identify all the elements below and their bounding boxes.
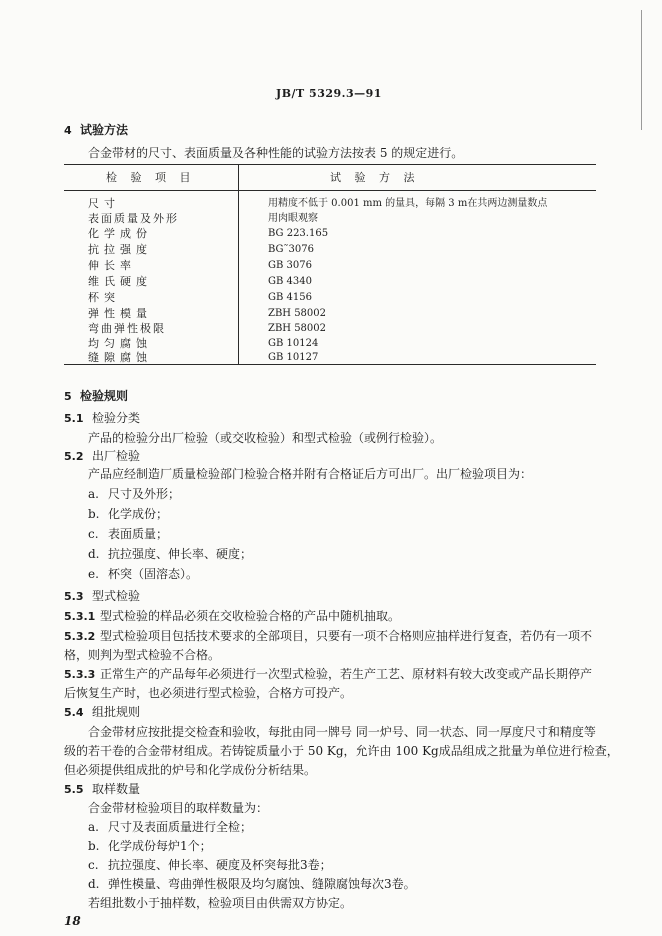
table-row-method: 用精度不低于 0.001 mm 的量具，每隔 3 m在共两边测量数点 [268,198,548,209]
table-column-divider [238,164,239,364]
table-row-item: 尺寸 [88,197,120,210]
clause-5-2-number: 5.2 [64,450,84,463]
list-item-label: b. [88,507,100,521]
table-row-item: 抗拉强度 [88,243,152,256]
clause-5-4-number: 5.4 [64,706,84,719]
clause-5-3-3-number: 5.3.3 [64,668,96,681]
table-row-method: ZBH 58002 [268,323,327,334]
clause-5-5-closing: 若组批数小于抽样数，检验项目由供需双方协定。 [88,896,353,910]
clause-5-3-2-text-line2: 格，则判为型式检验不合格。 [64,648,221,662]
page-number: 18 [64,914,81,928]
table-header-method: 试 验 方 法 [330,171,420,184]
table-row-item: 均匀腐蚀 [88,337,152,350]
clause-5-5-number: 5.5 [64,783,84,796]
clause-5-3-title: 型式检验 [92,589,141,603]
clause-5-2-text: 产品应经制造厂质量检验部门检验合格并附有合格证后方可出厂。出厂检验项目为： [88,467,533,481]
table-top-rule [64,164,596,165]
table-row-method: GB 10127 [268,352,319,363]
table-row-item: 化学成份 [88,227,152,240]
clause-5-3-3-text-line1: 正常生产的产品每年必须进行一次型式检验，若生产工艺、原材料有较大改变或产品长期停产 [100,667,593,681]
table-row-method: BG 223.165 [268,228,329,239]
list-item-text: 杯突（固溶态）。 [108,567,199,581]
table-row-item: 表面质量及外形 [88,212,179,225]
section-4-intro: 合金带材的尺寸、表面质量及各种性能的试验方法按表 5 的规定进行。 [88,146,464,160]
list-item-label: d. [88,877,100,891]
list-item-text: 抗拉强度、伸长率、硬度及杯突每批3卷； [108,858,332,872]
list-item-text: 尺寸及表面质量进行全检； [108,820,253,834]
table-row-method: GB 3076 [268,260,312,271]
table-row-method: GB 4340 [268,276,312,287]
list-item-label: c. [88,527,99,541]
list-item-text: 抗拉强度、伸长率、硬度； [108,547,253,561]
list-item-label: e. [88,567,99,581]
table-row-method: BG˜3076 [268,244,314,255]
list-item-text: 尺寸及外形； [108,487,181,501]
clause-5-5-intro: 合金带材检验项目的取样数量为： [88,801,269,815]
clause-5-2-title: 出厂检验 [92,449,141,463]
clause-5-3-number: 5.3 [64,590,84,603]
table-row-method: ZBH 58002 [268,308,327,319]
list-item-text: 化学成份； [108,507,169,521]
table-row-item: 伸长率 [88,259,136,272]
clause-5-3-1-number: 5.3.1 [64,610,96,623]
clause-5-5-title: 取样数量 [92,782,141,796]
scan-edge-mark [641,10,642,130]
list-item-label: c. [88,858,99,872]
clause-5-1-number: 5.1 [64,412,84,425]
table-row-item: 弯曲弹性极限 [88,322,166,335]
table-row-item: 杯突 [88,291,120,304]
section-5-number: 5 [64,390,72,403]
clause-5-1-text: 产品的检验分出厂检验（或交收检验）和型式检验（或例行检验）。 [88,431,443,445]
clause-5-4-text-line3: 但必须提供组成批的炉号和化学成份分析结果。 [64,763,317,777]
clause-5-4-title: 组批规则 [92,705,141,719]
clause-5-4-text-line1: 合金带材应按批提交检查和验收，每批由同一牌号 同一炉号、同一状态、同一厚度尺寸和精度等 [88,725,596,739]
section-4-title: 试验方法 [80,123,129,137]
section-4-number: 4 [64,124,72,137]
clause-5-3-1-text: 型式检验的样品必须在交收检验合格的产品中随机抽取。 [100,609,401,623]
table-row-item: 维氏硬度 [88,275,152,288]
standard-number: JB/T 5329.3—91 [276,87,382,100]
table-row-method: 用肉眼观察 [268,213,318,224]
table-row-item: 弹性模量 [88,307,152,320]
clause-5-1-title: 检验分类 [92,411,141,425]
list-item-text: 化学成份每炉1个； [108,839,212,853]
table-row-method: GB 4156 [268,292,312,303]
list-item-label: b. [88,839,100,853]
section-5-title: 检验规则 [80,389,129,403]
table-row-method: GB 10124 [268,338,319,349]
list-item-label: a. [88,487,99,501]
clause-5-3-2-text-line1: 型式检验项目包括技术要求的全部项目，只要有一项不合格则应抽样进行复查，若仍有一项不 [100,629,593,643]
clause-5-4-text-line2: 级的若干卷的合金带材组成。若铸锭质量小于 50 Kg，允许由 100 Kg成品组成之批量为单位进行检查， [64,744,619,758]
list-item-label: a. [88,820,99,834]
list-item-label: d. [88,547,100,561]
list-item-text: 表面质量； [108,527,169,541]
clause-5-3-2-number: 5.3.2 [64,630,96,643]
table-header-rule [64,190,596,191]
list-item-text: 弹性模量、弯曲弹性极限及均匀腐蚀、缝隙腐蚀每次3卷。 [108,877,416,891]
table-header-item: 检 验 项 目 [106,171,196,184]
clause-5-3-3-text-line2: 后恢复生产时，也必须进行型式检验，合格方可投产。 [64,686,353,700]
table-row-item: 缝隙腐蚀 [88,351,152,364]
